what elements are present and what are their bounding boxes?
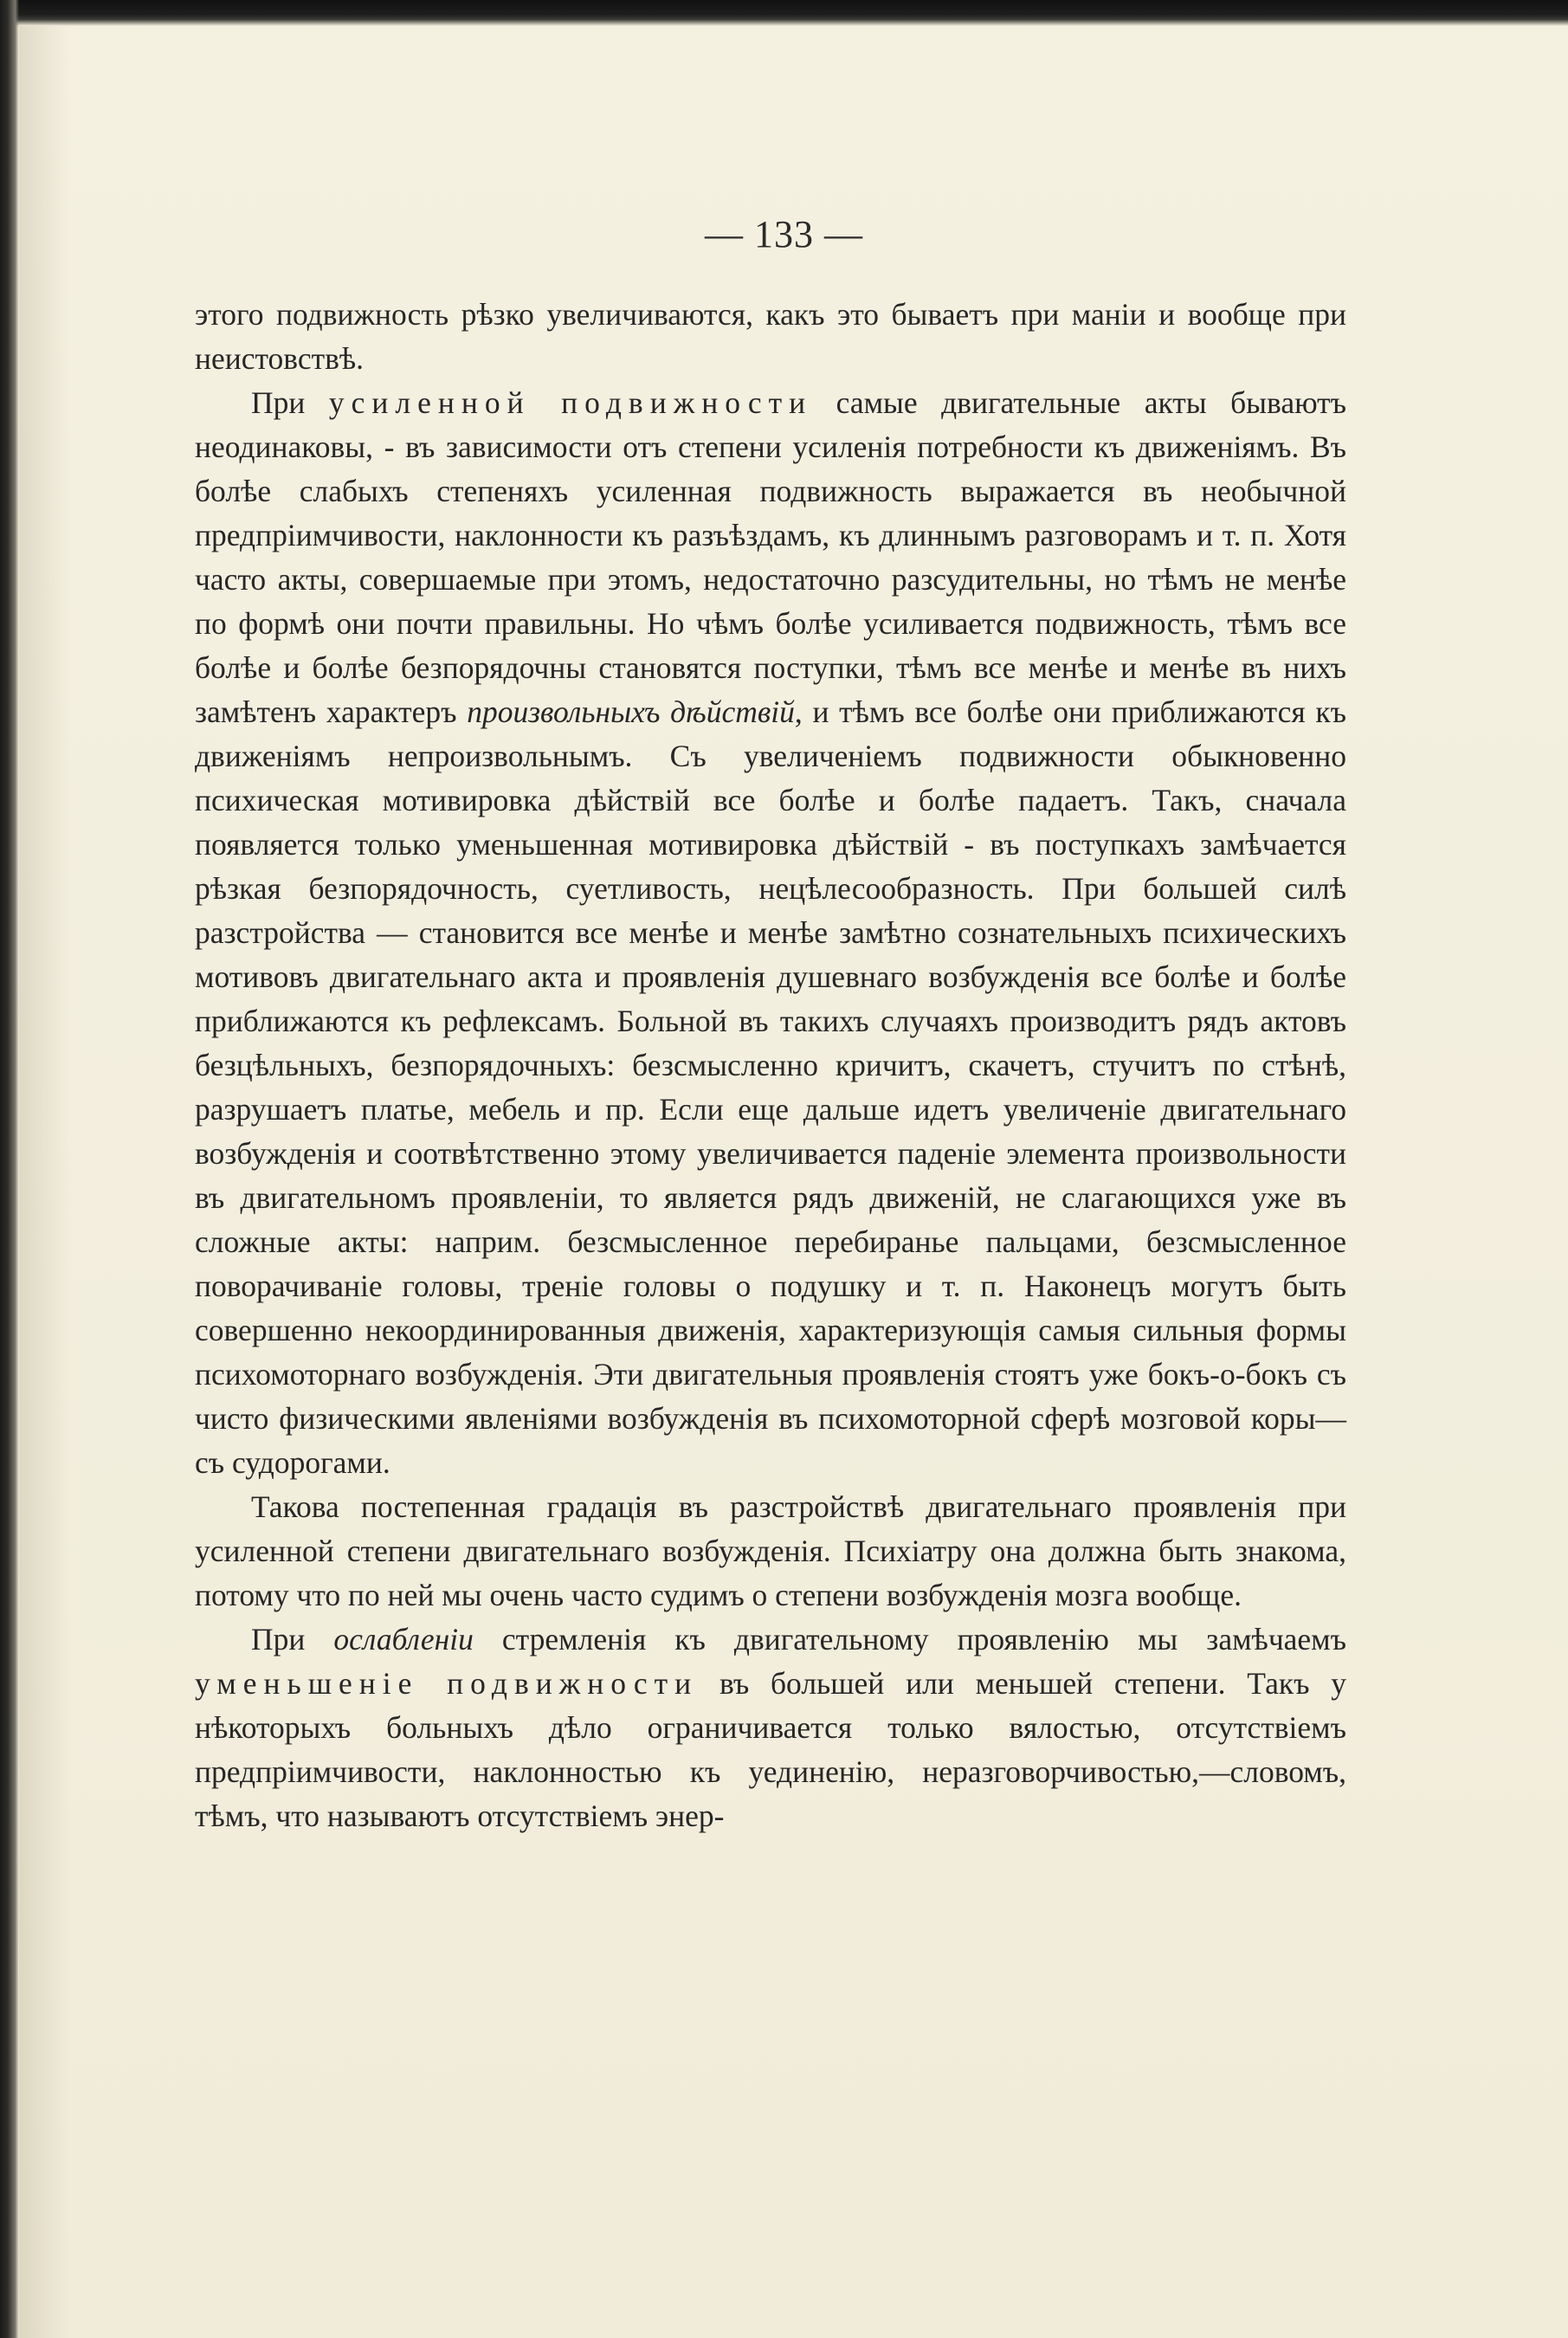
paragraph-1-text: этого подвижность рѣзко увеличиваются, какъ это бываетъ при маніи и вообще при неистовствѣ. — [195, 297, 1346, 376]
paragraph-4-text-middle: стремленія къ двигательному проявленію мы замѣчаемъ — [473, 1622, 1347, 1657]
scan-left-border — [0, 0, 19, 2338]
emphasis-italic-weakening: ослабленіи — [333, 1622, 474, 1657]
page-number: — 133 — — [705, 213, 863, 255]
emphasis-spaced-increased-mobility: усиленной подвижности — [328, 385, 813, 420]
paragraph-4 — [195, 1618, 1346, 1838]
paragraph-3 — [195, 1485, 1346, 1618]
scan-top-border — [0, 0, 1568, 26]
emphasis-italic-voluntary-actions: произвольныхъ дѣйствій — [467, 694, 795, 729]
body-text — [195, 293, 1346, 1838]
paragraph-2 — [195, 381, 1346, 1485]
emphasis-spaced-decreased-mobility: уменьшеніе подвижности — [195, 1666, 699, 1701]
scan-gutter-shadow — [19, 26, 71, 2338]
paragraph-4-text-start: При — [251, 1622, 334, 1657]
paragraph-4-text-end: въ большей или меньшей степени. Такъ у нѣкоторыхъ больныхъ дѣло ограничивается только вялостью, отсутствіемъ предпріимчивости, наклонностью къ уединенію, неразговорчивостью,—словомъ, тѣмъ, что называютъ отсутствіемъ энер- — [195, 1666, 1346, 1833]
paragraph-3-text: Такова постепенная градація въ разстройствѣ двигательнаго проявленія при усиленной степени двигательнаго возбужденія. Психіатру она должна быть знакома, потому что по ней мы очень часто судимъ о степени возбужденія мозга вообще. — [195, 1489, 1346, 1612]
paragraph-2-text-middle: самые двигательные акты бываютъ неодинаковы, - въ зависимости отъ степени усиленія потребности къ движеніямъ. Въ болѣе слабыхъ степеняхъ усиленная подвижность выражается въ необычной предпріимчивости, наклонности къ разъѣздамъ, къ длиннымъ разговорамъ и т. п. Хотя часто акты, совершаемые при этомъ, недостаточно разсудительны, но тѣмъ не менѣе по формѣ они почти правильны. Но чѣмъ болѣе усиливается подвижность, тѣмъ все болѣе и болѣе безпорядочны становятся поступки, тѣмъ все менѣе и менѣе въ нихъ замѣтенъ характеръ — [195, 385, 1346, 729]
paragraph-2-text-end: , и тѣмъ все болѣе они приближаются къ движеніямъ непроизвольнымъ. Съ увеличеніемъ подвижности обыкновенно психическая мотивировка дѣйствій все болѣе и болѣе падаетъ. Такъ, сначала появляется только уменьшенная мотивировка дѣйствій - въ поступкахъ замѣчается рѣзкая безпорядочность, суетливость, нецѣлесообразность. При большей силѣ разстройства — становится все менѣе и менѣе замѣтно сознательныхъ психическихъ мотивовъ двигательнаго акта и проявленія душевнаго возбужденія все болѣе и болѣе приближаются къ рефлексамъ. Больной въ такихъ случаяхъ производитъ рядъ актовъ безцѣльныхъ, безпорядочныхъ: безсмысленно кричитъ, скачетъ, стучитъ по стѣнѣ, разрушаетъ платье, мебель и пр. Если еще дальше идетъ увеличеніе двигательнаго возбужденія и соотвѣтственно этому увеличивается паденіе элемента произвольности въ двигательномъ проявленіи, то является рядъ движеній, не слагающихся уже въ сложные акты: наприм. безсмысленное перебиранье пальцами, безсмысленное поворачиваніе головы, треніе головы о подушку и т. п. Наконецъ могутъ быть совершенно некоординированныя движенія, характеризующія самыя сильныя формы психомоторнаго возбужденія. Эти двигательныя проявленія стоятъ уже бокъ-о-бокъ съ чисто физическими явленіями возбужденія въ психомоторной сферѣ мозговой коры—съ судорогами. — [195, 694, 1346, 1480]
paragraph-2-text-start: При — [251, 385, 329, 420]
paragraph-1 — [195, 293, 1346, 381]
